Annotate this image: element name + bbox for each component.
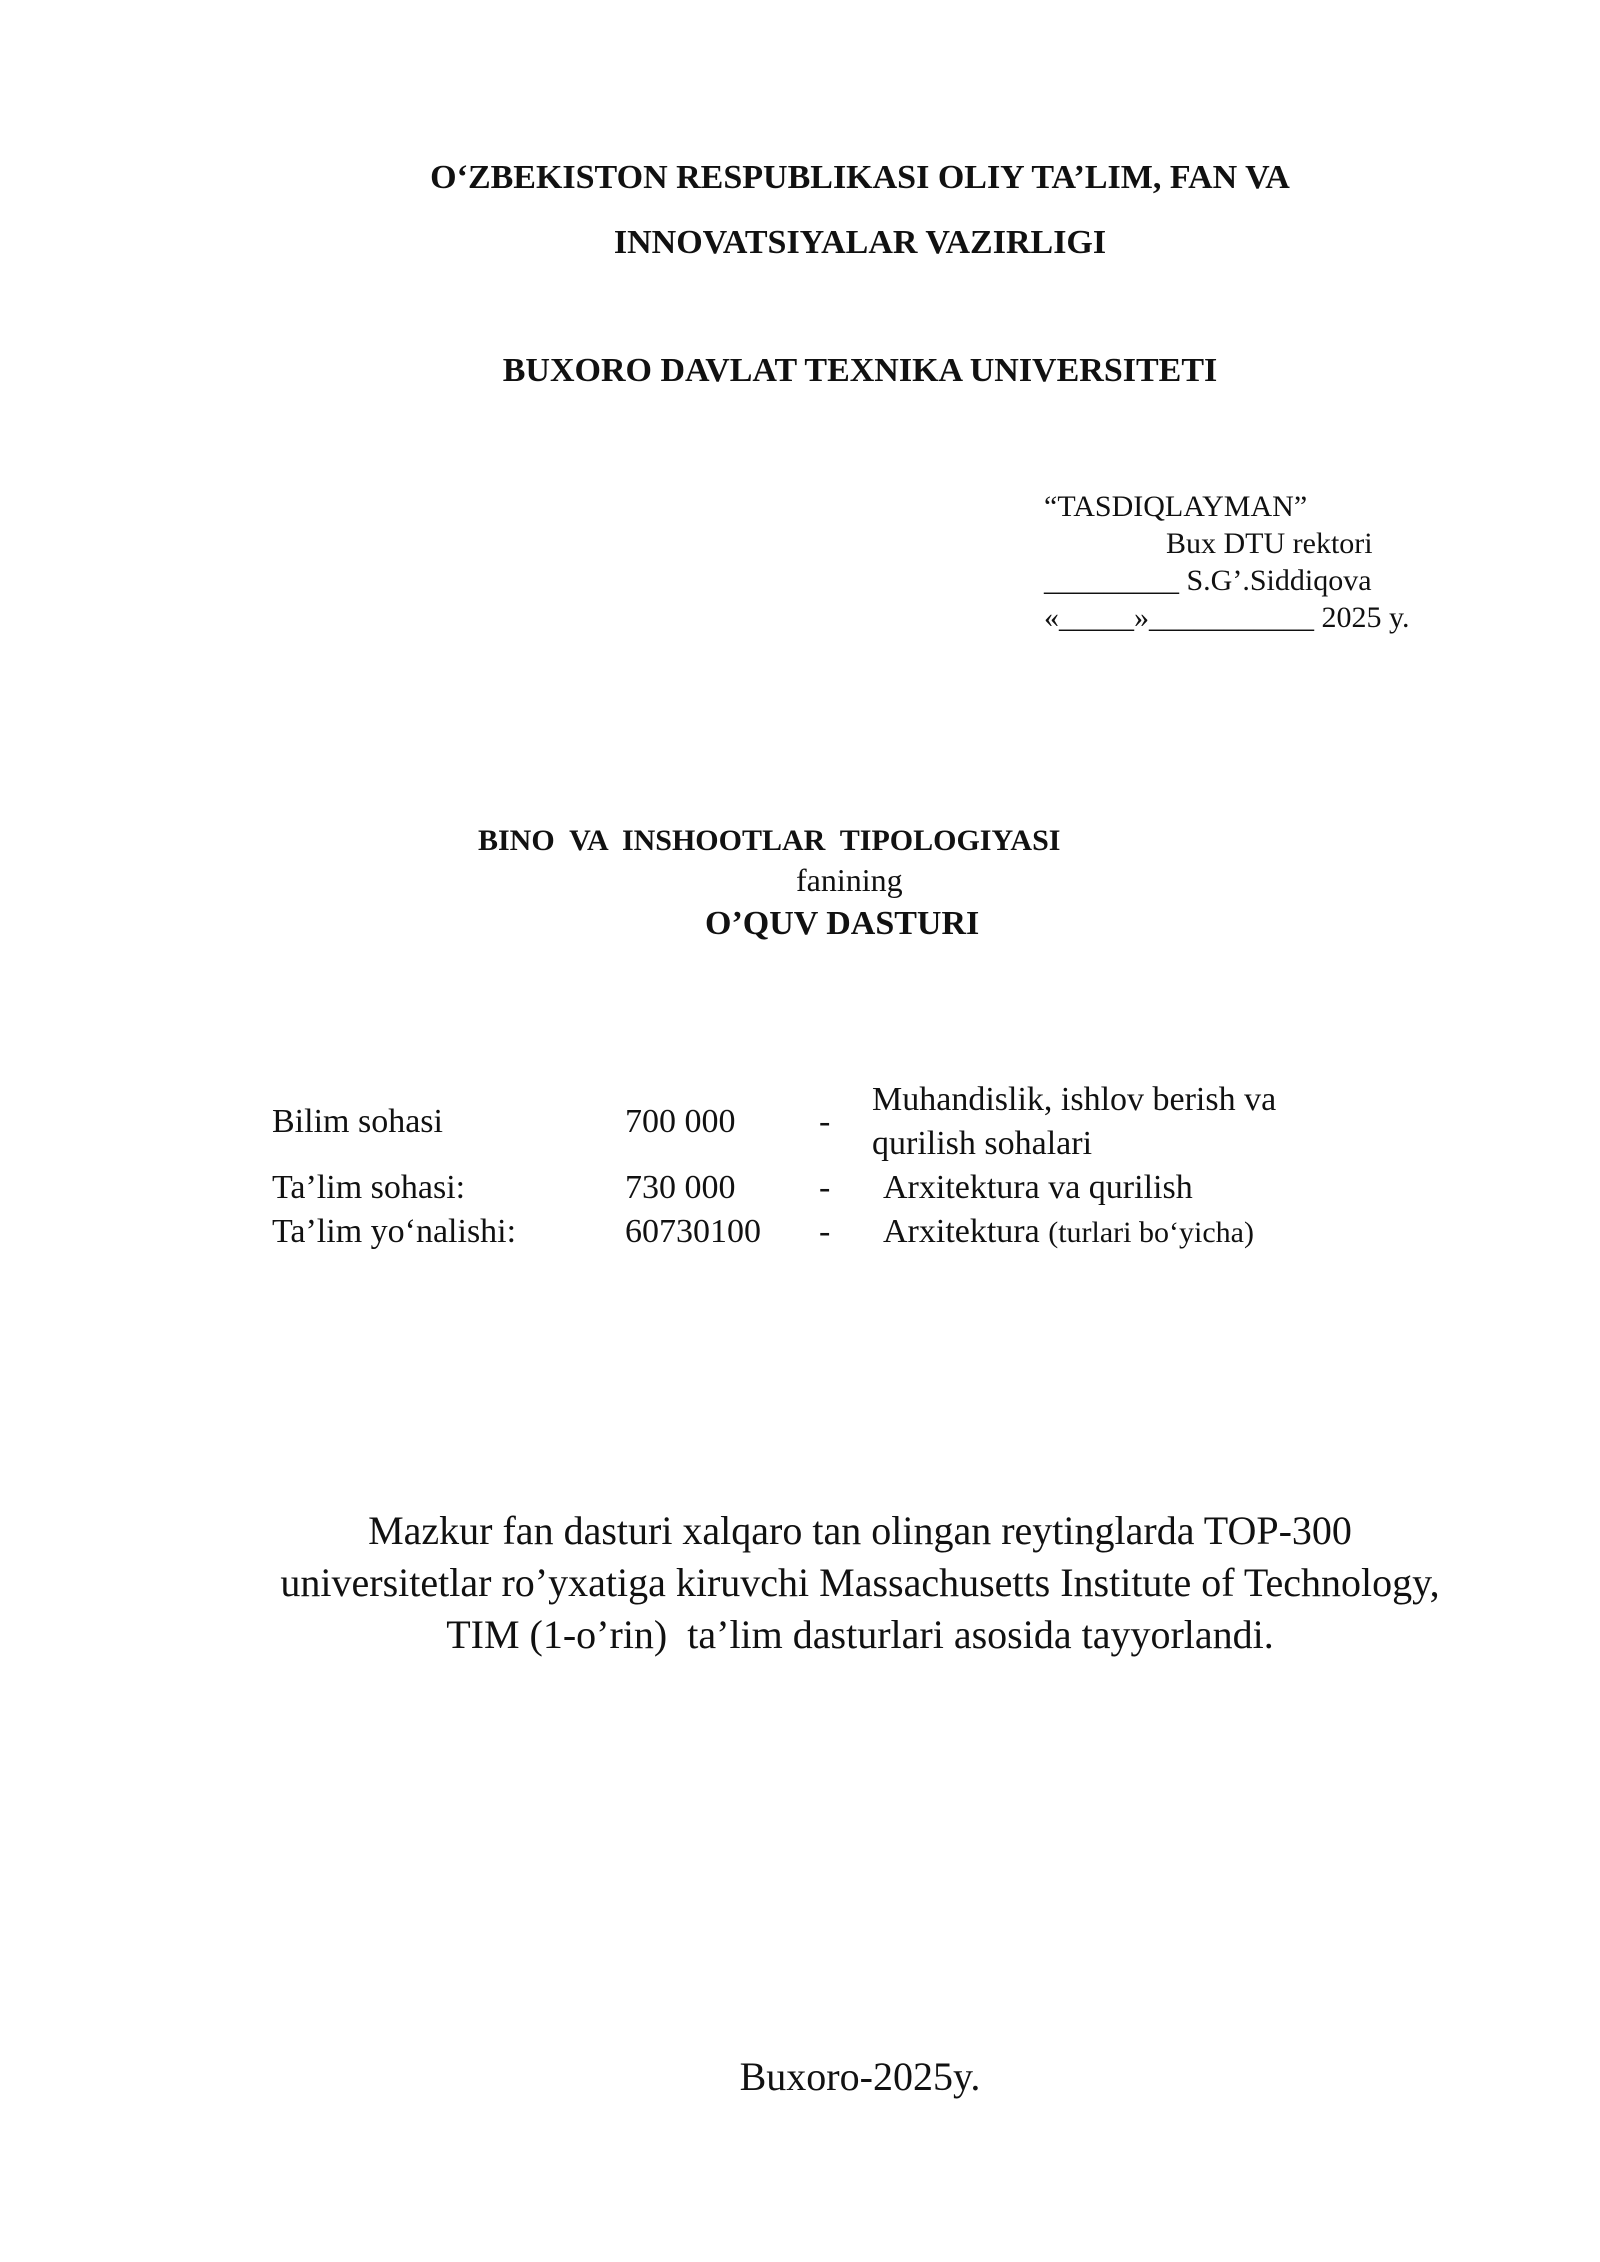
info-value-bilim-sohasi-line-2: qurilish sohalari — [872, 1125, 1093, 1162]
statement-line-1: Mazkur fan dasturi xalqaro tan olingan reytinglarda TOP-300 — [368, 1508, 1352, 1553]
subject-fanining: fanining — [796, 862, 903, 898]
ministry-title-line-1: O‘ZBEKISTON RESPUBLIKASI OLIY TA’LIM, FAN VA — [430, 159, 1290, 196]
statement-line-2: universitetlar ro’yxatiga kiruvchi Massachusetts Institute of Technology, — [280, 1560, 1440, 1605]
info-dash: - — [819, 1103, 831, 1140]
approval-signature-line: _________ S.G’.Siddiqova — [1044, 564, 1372, 597]
info-value-talim-yonalishi — [883, 1210, 1254, 1255]
info-code-talim-yonalishi: 60730100 — [625, 1213, 761, 1250]
info-value-main: Arxitektura — [883, 1213, 1049, 1250]
info-dash: - — [819, 1169, 831, 1206]
info-value-bilim-sohasi-line-1: Muhandislik, ishlov berish va — [872, 1081, 1277, 1118]
info-label-bilim-sohasi: Bilim sohasi — [272, 1103, 443, 1140]
subject-program-title: O’QUV DASTURI — [705, 905, 980, 942]
info-code-talim-sohasi: 730 000 — [625, 1169, 736, 1206]
approval-date-line: «_____»___________ 2025 y. — [1044, 601, 1410, 634]
approval-rector: Bux DTU rektori — [1166, 527, 1373, 560]
info-value-note: (turlari bo‘yicha) — [1048, 1216, 1254, 1249]
ministry-title-line-2: INNOVATSIYALAR VAZIRLIGI — [613, 224, 1107, 261]
info-label-talim-yonalishi: Ta’lim yo‘nalishi: — [272, 1213, 517, 1250]
info-value-talim-sohasi: Arxitektura va qurilish — [883, 1169, 1193, 1206]
info-dash: - — [819, 1213, 831, 1250]
statement-line-3: TIM (1-o’rin) ta’lim dasturlari asosida tayyorlandi. — [446, 1612, 1274, 1657]
subject-name: BINO VA INSHOOTLAR TIPOLOGIYASI — [478, 824, 1061, 857]
info-code-bilim-sohasi: 700 000 — [625, 1103, 736, 1140]
info-label-talim-sohasi: Ta’lim sohasi: — [272, 1169, 466, 1206]
university-name: BUXORO DAVLAT TEXNIKA UNIVERSITETI — [502, 352, 1218, 389]
approval-title: “TASDIQLAYMAN” — [1044, 490, 1308, 523]
footer-city-year: Buxoro-2025y. — [739, 2054, 981, 2099]
